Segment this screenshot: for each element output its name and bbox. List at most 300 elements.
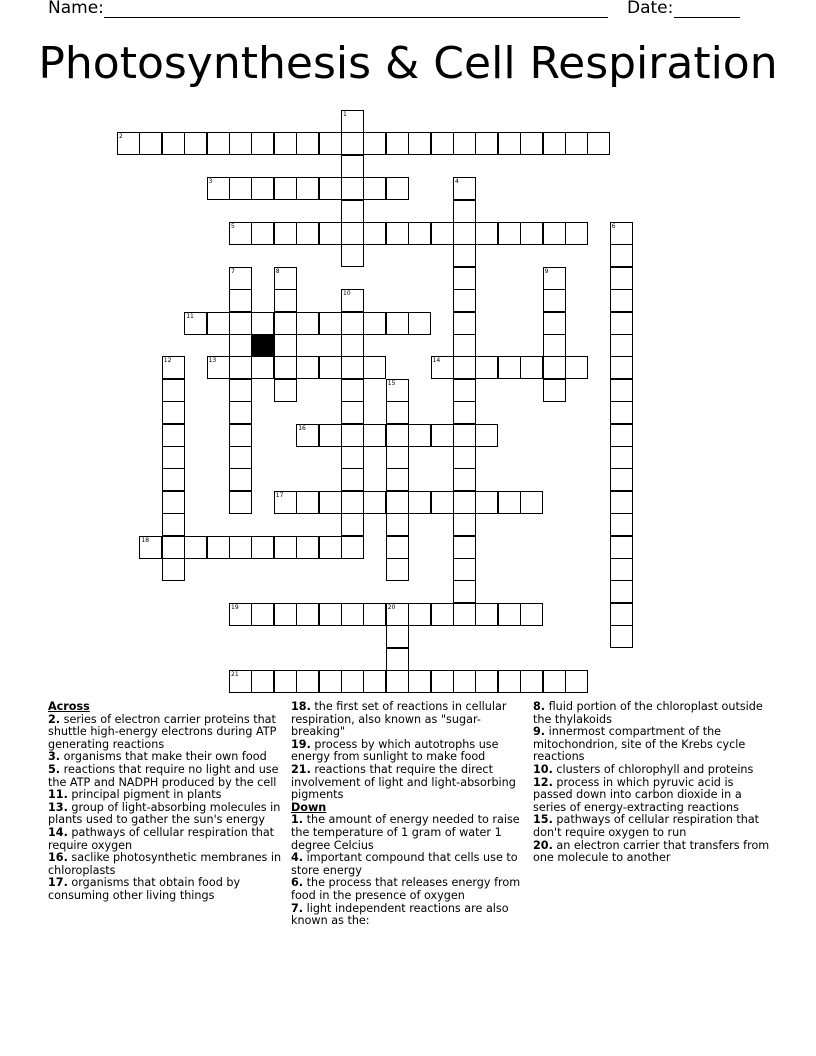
grid-cell[interactable] — [341, 132, 364, 155]
clue-number: 3 — [208, 178, 213, 186]
grid-cell[interactable] — [139, 536, 162, 559]
grid-cell[interactable] — [251, 132, 274, 155]
grid-cell[interactable] — [475, 132, 498, 155]
grid-cell[interactable] — [610, 312, 633, 335]
grid-cell[interactable] — [453, 468, 476, 491]
clue-text: process in which pyruvic acid is passed down into carbon dioxide in a series of energy-extracting reactions — [533, 775, 742, 814]
grid-cell[interactable] — [296, 312, 319, 335]
clue-number-label: 6. — [291, 876, 304, 890]
clue-number-label: 18. — [291, 700, 311, 713]
grid-cell[interactable] — [453, 558, 476, 581]
across-clue — [48, 852, 288, 877]
grid-cell[interactable] — [453, 200, 476, 223]
clue-number: 14 — [432, 357, 441, 365]
grid-cell[interactable] — [386, 625, 409, 648]
grid-cell[interactable] — [453, 289, 476, 312]
grid-cell[interactable] — [319, 312, 342, 335]
clue-number-label: 4. — [291, 851, 304, 865]
grid-cell[interactable] — [610, 558, 633, 581]
clues-column-1 — [48, 701, 288, 903]
grid-cell[interactable] — [229, 222, 252, 245]
clue-number-label: 17. — [48, 876, 68, 890]
grid-cell[interactable] — [251, 670, 274, 693]
grid-cell[interactable] — [610, 580, 633, 603]
clue-number: 10 — [343, 290, 351, 298]
grid-cell[interactable] — [341, 401, 364, 424]
grid-cell[interactable] — [341, 177, 364, 200]
grid-cell[interactable] — [610, 468, 633, 491]
grid-cell[interactable] — [319, 491, 342, 514]
grid-cell[interactable] — [453, 513, 476, 536]
grid-cell[interactable] — [610, 536, 633, 559]
grid-cell[interactable] — [162, 536, 185, 559]
grid-cell[interactable] — [610, 424, 633, 447]
grid-cell[interactable] — [296, 424, 319, 447]
grid-cell[interactable] — [543, 267, 566, 290]
grid-cell[interactable] — [229, 289, 252, 312]
grid-cell[interactable] — [386, 424, 409, 447]
grid-cell[interactable] — [139, 132, 162, 155]
grid-cell[interactable] — [520, 670, 543, 693]
grid-cell[interactable] — [251, 177, 274, 200]
grid-cell[interactable] — [341, 424, 364, 447]
grid-cell[interactable] — [610, 356, 633, 379]
grid-cell[interactable] — [610, 446, 633, 469]
grid-cell[interactable] — [475, 222, 498, 245]
grid-cell[interactable] — [274, 670, 297, 693]
grid-cell[interactable] — [274, 222, 297, 245]
down-clue — [291, 852, 523, 877]
grid-cell[interactable] — [296, 670, 319, 693]
clue-number-label: 12. — [533, 775, 553, 789]
clue-text: pathways of cellular respiration that require oxygen — [48, 825, 275, 852]
grid-cell[interactable] — [408, 424, 431, 447]
clue-text: important compound that cells use to store energy — [291, 851, 518, 877]
grid-cell[interactable] — [162, 401, 185, 424]
grid-cell[interactable] — [520, 603, 543, 626]
grid-cell[interactable] — [453, 446, 476, 469]
grid-cell[interactable] — [386, 312, 409, 335]
grid-cell[interactable] — [341, 200, 364, 223]
grid-cell[interactable] — [610, 267, 633, 290]
grid-cell[interactable] — [341, 289, 364, 312]
grid-cell[interactable] — [229, 670, 252, 693]
grid-cell[interactable] — [498, 356, 521, 379]
down-clue — [533, 840, 773, 865]
grid-cell[interactable] — [341, 379, 364, 402]
grid-cell[interactable] — [543, 222, 566, 245]
grid-cell[interactable] — [408, 670, 431, 693]
clue-number: 17 — [275, 491, 284, 499]
grid-cell[interactable] — [229, 424, 252, 447]
grid-cell[interactable] — [610, 289, 633, 312]
grid-cell[interactable] — [475, 670, 498, 693]
grid-cell[interactable] — [453, 312, 476, 335]
grid-cell[interactable] — [207, 132, 230, 155]
grid-cell[interactable] — [296, 132, 319, 155]
grid-cell[interactable] — [453, 536, 476, 559]
across-clue-list-continued — [291, 701, 523, 802]
clue-number: 12 — [163, 357, 172, 365]
grid-cell[interactable] — [498, 132, 521, 155]
down-clue — [533, 814, 773, 839]
clue-number: 18 — [141, 536, 150, 544]
grid-cell[interactable] — [229, 267, 252, 290]
black-square — [251, 334, 274, 357]
clue-number-label: 5. — [48, 762, 61, 776]
clue-text: an electron carrier that transfers from one molecule to another — [533, 838, 770, 865]
grid-cell[interactable] — [341, 312, 364, 335]
grid-cell[interactable] — [251, 603, 274, 626]
grid-cell[interactable] — [341, 536, 364, 559]
grid-cell[interactable] — [229, 379, 252, 402]
grid-cell[interactable] — [498, 603, 521, 626]
grid-cell[interactable] — [386, 491, 409, 514]
clue-text: organisms that obtain food by consuming other living things — [48, 876, 241, 902]
grid-cell[interactable] — [610, 625, 633, 648]
grid-cell[interactable] — [274, 312, 297, 335]
grid-cell[interactable] — [207, 177, 230, 200]
grid-cell[interactable] — [184, 536, 207, 559]
clue-number-label: 2. — [48, 712, 61, 726]
grid-cell[interactable] — [363, 312, 386, 335]
clue-number: 19 — [231, 603, 239, 611]
down-clue — [533, 701, 773, 726]
clue-number-label: 8. — [533, 700, 546, 713]
grid-cell[interactable] — [251, 536, 274, 559]
grid-cell[interactable] — [453, 244, 476, 267]
clue-number-label: 20. — [533, 838, 553, 852]
grid-cell[interactable] — [162, 558, 185, 581]
clue-number: 9 — [544, 267, 549, 275]
clue-text: reactions that require the direct involvement of light and light-absorbing pigments — [291, 762, 516, 802]
grid-cell[interactable] — [453, 379, 476, 402]
grid-cell[interactable] — [543, 334, 566, 357]
clue-number-label: 11. — [48, 788, 68, 802]
grid-cell[interactable] — [363, 603, 386, 626]
down-clue — [533, 726, 773, 764]
clue-number: 1 — [343, 111, 347, 118]
down-clue-list-continued — [533, 701, 773, 865]
grid-cell[interactable] — [319, 222, 342, 245]
grid-cell[interactable] — [453, 670, 476, 693]
clue-text: the process that releases energy from food in the presence of oxygen — [291, 876, 521, 902]
grid-cell[interactable] — [319, 670, 342, 693]
grid-cell[interactable] — [229, 491, 252, 514]
grid-cell[interactable] — [229, 334, 252, 357]
grid-cell[interactable] — [610, 401, 633, 424]
grid-cell[interactable] — [274, 536, 297, 559]
clue-text: process by which autotrophs use energy from sunlight to make food — [291, 737, 499, 764]
grid-cell[interactable] — [610, 222, 633, 245]
grid-cell[interactable] — [565, 222, 588, 245]
grid-cell[interactable] — [543, 132, 566, 155]
grid-cell[interactable] — [431, 132, 454, 155]
grid-cell[interactable] — [229, 401, 252, 424]
grid-cell[interactable] — [543, 312, 566, 335]
grid-cell[interactable] — [431, 603, 454, 626]
grid-cell[interactable] — [453, 491, 476, 514]
grid-cell[interactable] — [229, 446, 252, 469]
across-clue — [48, 714, 288, 752]
grid-cell[interactable] — [543, 670, 566, 693]
grid-cell[interactable] — [274, 132, 297, 155]
grid-cell[interactable] — [251, 222, 274, 245]
grid-cell[interactable] — [184, 312, 207, 335]
grid-cell[interactable] — [341, 334, 364, 357]
grid-cell[interactable] — [341, 603, 364, 626]
grid-cell[interactable] — [386, 558, 409, 581]
name-label: Name: — [48, 0, 104, 18]
clue-number: 20 — [387, 603, 396, 611]
grid-cell[interactable] — [408, 312, 431, 335]
clues-column-2 — [291, 701, 523, 928]
grid-cell[interactable] — [319, 536, 342, 559]
grid-cell[interactable] — [319, 177, 342, 200]
grid-cell[interactable] — [453, 424, 476, 447]
across-clue — [48, 877, 288, 902]
clue-number: 6 — [611, 223, 616, 230]
grid-cell[interactable] — [274, 334, 297, 357]
grid-cell[interactable] — [453, 334, 476, 357]
grid-cell[interactable] — [565, 356, 588, 379]
grid-cell[interactable] — [341, 222, 364, 245]
grid-cell[interactable] — [363, 222, 386, 245]
grid-cell[interactable] — [520, 222, 543, 245]
grid-cell[interactable] — [363, 356, 386, 379]
down-clue-list — [291, 814, 523, 927]
grid-cell[interactable] — [475, 424, 498, 447]
across-clue — [291, 701, 523, 739]
grid-cell[interactable] — [408, 603, 431, 626]
grid-cell[interactable] — [453, 177, 476, 200]
grid-cell[interactable] — [207, 536, 230, 559]
clue-text: organisms that make their own food — [63, 750, 267, 764]
grid-cell[interactable] — [117, 132, 140, 155]
grid-cell[interactable] — [610, 379, 633, 402]
grid-cell[interactable] — [162, 424, 185, 447]
clue-number: 8 — [275, 267, 280, 275]
grid-cell[interactable] — [431, 222, 454, 245]
grid-cell[interactable] — [162, 513, 185, 536]
grid-cell[interactable] — [296, 356, 319, 379]
grid-cell[interactable] — [207, 312, 230, 335]
clue-number: 7 — [231, 267, 235, 275]
grid-cell[interactable] — [386, 468, 409, 491]
grid-cell[interactable] — [386, 132, 409, 155]
grid-cell[interactable] — [431, 424, 454, 447]
grid-cell[interactable] — [408, 132, 431, 155]
grid-cell[interactable] — [587, 132, 610, 155]
across-clue-list — [48, 714, 288, 903]
grid-cell[interactable] — [162, 446, 185, 469]
grid-cell[interactable] — [543, 379, 566, 402]
grid-cell[interactable] — [453, 356, 476, 379]
clue-number: 5 — [231, 223, 235, 230]
grid-cell[interactable] — [386, 513, 409, 536]
grid-cell[interactable] — [229, 356, 252, 379]
clue-text: fluid portion of the chloroplast outside the thylakoids — [533, 700, 763, 726]
down-clue — [291, 903, 523, 928]
grid-cell[interactable] — [363, 132, 386, 155]
grid-cell[interactable] — [453, 603, 476, 626]
grid-cell[interactable] — [386, 222, 409, 245]
grid-cell[interactable] — [386, 536, 409, 559]
grid-cell[interactable] — [274, 491, 297, 514]
across-clue — [291, 764, 523, 802]
page-title: Photosynthesis & Cell Respiration — [38, 38, 778, 89]
clue-text: group of light-absorbing molecules in plants used to gather the sun's energy — [48, 800, 281, 827]
grid-cell[interactable] — [475, 603, 498, 626]
grid-cell[interactable] — [162, 491, 185, 514]
clue-number-label: 15. — [533, 813, 553, 827]
grid-cell[interactable] — [498, 491, 521, 514]
grid-cell[interactable] — [207, 356, 230, 379]
across-heading: Across — [48, 700, 90, 713]
grid-cell[interactable] — [386, 670, 409, 693]
grid-cell[interactable] — [274, 603, 297, 626]
grid-cell[interactable] — [610, 513, 633, 536]
grid-cell[interactable] — [341, 491, 364, 514]
clue-text: series of electron carrier proteins that shuttle high-energy electrons during ATP generating reactions — [48, 712, 277, 751]
grid-cell[interactable] — [341, 155, 364, 178]
grid-cell[interactable] — [341, 244, 364, 267]
grid-cell[interactable] — [453, 132, 476, 155]
clue-number-label: 10. — [533, 762, 553, 776]
grid-cell[interactable] — [386, 401, 409, 424]
grid-cell[interactable] — [162, 468, 185, 491]
grid-cell[interactable] — [162, 379, 185, 402]
grid-cell[interactable] — [229, 468, 252, 491]
grid-cell[interactable] — [431, 670, 454, 693]
clue-number: 13 — [208, 357, 217, 365]
grid-cell[interactable] — [498, 670, 521, 693]
clue-number-label: 13. — [48, 800, 68, 814]
grid-cell[interactable] — [453, 580, 476, 603]
grid-cell[interactable] — [520, 356, 543, 379]
grid-cell[interactable] — [386, 648, 409, 671]
grid-cell[interactable] — [520, 132, 543, 155]
grid-cell[interactable] — [274, 379, 297, 402]
grid-cell[interactable] — [386, 603, 409, 626]
grid-cell[interactable] — [341, 446, 364, 469]
grid-cell[interactable] — [363, 177, 386, 200]
grid-cell[interactable] — [296, 222, 319, 245]
grid-cell[interactable] — [296, 177, 319, 200]
grid-cell[interactable] — [319, 356, 342, 379]
grid-cell[interactable] — [386, 177, 409, 200]
grid-cell[interactable] — [475, 491, 498, 514]
grid-cell[interactable] — [274, 356, 297, 379]
grid-cell[interactable] — [229, 132, 252, 155]
grid-cell[interactable] — [453, 222, 476, 245]
grid-cell[interactable] — [363, 670, 386, 693]
grid-cell[interactable] — [543, 356, 566, 379]
grid-cell[interactable] — [251, 356, 274, 379]
clue-number-label: 7. — [291, 901, 304, 915]
down-clue — [291, 814, 523, 852]
grid-cell[interactable] — [319, 424, 342, 447]
clue-number: 11 — [186, 312, 194, 320]
grid-cell[interactable] — [229, 177, 252, 200]
grid-cell[interactable] — [319, 132, 342, 155]
clue-number: 15 — [387, 379, 396, 387]
clue-number: 21 — [231, 671, 239, 678]
grid-cell[interactable] — [408, 491, 431, 514]
grid-cell[interactable] — [296, 603, 319, 626]
grid-cell[interactable] — [341, 513, 364, 536]
grid-cell[interactable] — [229, 312, 252, 335]
grid-cell[interactable] — [229, 536, 252, 559]
grid-cell[interactable] — [453, 267, 476, 290]
down-heading: Down — [291, 800, 327, 814]
grid-cell[interactable] — [386, 379, 409, 402]
grid-cell[interactable] — [543, 289, 566, 312]
clue-text: light independent reactions are also known as the: — [291, 901, 509, 928]
grid-cell[interactable] — [341, 670, 364, 693]
grid-cell[interactable] — [274, 289, 297, 312]
clue-number: 16 — [298, 424, 306, 432]
grid-cell[interactable] — [229, 603, 252, 626]
grid-cell[interactable] — [341, 356, 364, 379]
clue-number: 4 — [455, 178, 459, 186]
clue-text: clusters of chlorophyll and proteins — [556, 762, 754, 776]
grid-cell[interactable] — [296, 536, 319, 559]
grid-cell[interactable] — [565, 132, 588, 155]
grid-cell[interactable] — [341, 468, 364, 491]
across-clue — [48, 827, 288, 852]
grid-cell[interactable] — [363, 424, 386, 447]
clue-number: 2 — [119, 133, 123, 141]
grid-cell[interactable] — [431, 356, 454, 379]
grid-cell[interactable] — [184, 132, 207, 155]
grid-cell[interactable] — [341, 110, 364, 133]
grid-cell[interactable] — [453, 401, 476, 424]
clues-column-3 — [533, 701, 773, 865]
grid-cell[interactable] — [610, 334, 633, 357]
grid-cell[interactable] — [431, 491, 454, 514]
clue-text: reactions that require no light and use the ATP and NADPH produced by the cell — [48, 762, 279, 789]
grid-cell[interactable] — [319, 603, 342, 626]
grid-cell[interactable] — [610, 244, 633, 267]
clue-number-label: 16. — [48, 851, 68, 865]
grid-cell[interactable] — [498, 222, 521, 245]
grid-cell[interactable] — [251, 312, 274, 335]
grid-cell[interactable] — [162, 132, 185, 155]
grid-cell[interactable] — [363, 491, 386, 514]
clue-number-label: 21. — [291, 762, 311, 776]
grid-cell[interactable] — [274, 267, 297, 290]
grid-cell[interactable] — [296, 491, 319, 514]
down-clue — [291, 877, 523, 902]
across-clue — [291, 739, 523, 764]
date-label: Date: — [627, 0, 674, 18]
grid-cell[interactable] — [162, 356, 185, 379]
clue-text: principal pigment in plants — [71, 788, 222, 802]
grid-cell[interactable] — [565, 670, 588, 693]
clue-text: innermost compartment of the mitochondrion, site of the Krebs cycle reactions — [533, 725, 746, 764]
grid-cell[interactable] — [386, 446, 409, 469]
grid-cell[interactable] — [408, 222, 431, 245]
grid-cell[interactable] — [610, 603, 633, 626]
clue-text: the amount of energy needed to raise the temperature of 1 gram of water 1 degree Celcius — [291, 813, 520, 852]
clue-number-label: 14. — [48, 825, 68, 839]
grid-cell[interactable] — [274, 177, 297, 200]
grid-cell[interactable] — [475, 356, 498, 379]
across-clue — [48, 802, 288, 827]
grid-cell[interactable] — [520, 491, 543, 514]
grid-cell[interactable] — [610, 491, 633, 514]
